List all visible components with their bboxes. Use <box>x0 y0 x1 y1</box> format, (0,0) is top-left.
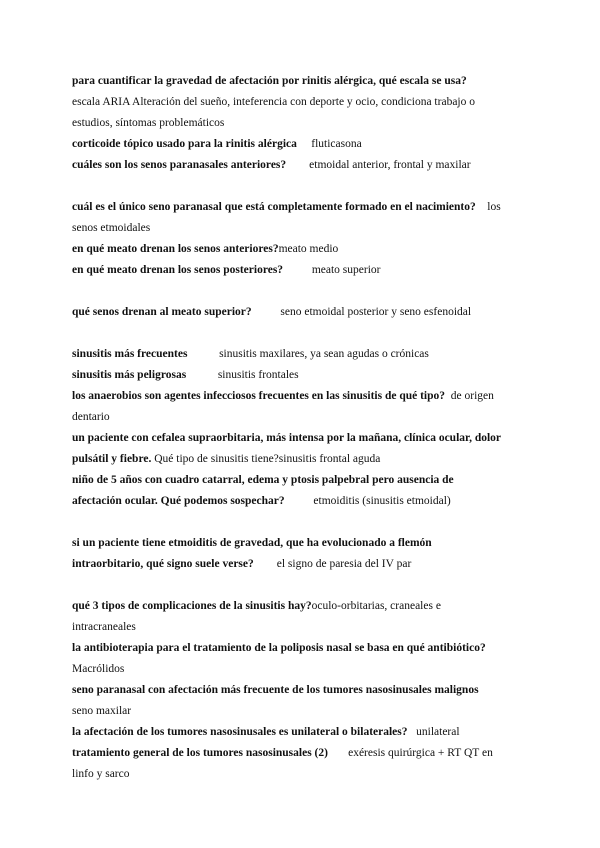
qa-question <box>72 71 532 92</box>
answer-text: estudios, síntomas problemáticos <box>72 117 225 129</box>
answer-text: senos etmoidales <box>72 222 151 234</box>
question-text: sinusitis más frecuentes <box>72 348 188 360</box>
question-text: niño de 5 años con cuadro catarral, edema y ptosis palpebral pero ausencia de <box>72 474 454 486</box>
qa-answer <box>72 764 532 785</box>
question-text: un paciente con cefalea supraorbitaria, más intensa por la mañana, clínica ocular, dolor <box>72 432 502 444</box>
qa-pair <box>72 386 532 407</box>
qa-answer <box>72 407 532 428</box>
spacer <box>72 281 532 302</box>
answer-text: unilateral <box>416 726 460 738</box>
answer-text: etmoidal anterior, frontal y maxilar <box>309 159 471 171</box>
qa-pair <box>72 239 532 260</box>
document-page <box>72 71 532 785</box>
question-text: cuáles son los senos paranasales anteriores? <box>72 159 287 171</box>
question-text: si un paciente tiene etmoiditis de gravedad, que ha evolucionado a flemón <box>72 537 432 549</box>
qa-pair <box>72 491 532 512</box>
question-text: qué 3 tipos de complicaciones de la sinusitis hay? <box>72 600 312 612</box>
question-text: en qué meato drenan los senos anteriores? <box>72 243 279 255</box>
question-text: la antibioterapia para el tratamiento de la poliposis nasal se basa en qué antibiótico? <box>72 642 486 654</box>
answer-text: sinusitis maxilares, ya sean agudas o crónicas <box>219 348 429 360</box>
qa-pair <box>72 197 532 218</box>
question-text: afectación ocular. Qué podemos sospechar? <box>72 495 285 507</box>
qa-pair <box>72 554 532 575</box>
question-text: corticoide tópico usado para la rinitis alérgica <box>72 138 297 150</box>
answer-text: de origen <box>450 390 494 402</box>
question-text: cuál es el único seno paranasal que está completamente formado en el nacimiento? <box>72 201 476 213</box>
question-text: seno paranasal con afectación más frecuente de los tumores nasosinusales malignos <box>72 684 479 696</box>
qa-question <box>72 680 532 701</box>
spacer <box>72 512 532 533</box>
answer-text: linfo y sarco <box>72 768 130 780</box>
question-text: los anaerobios son agentes infecciosos frecuentes en las sinusitis de qué tipo? <box>72 390 446 402</box>
qa-pair <box>72 134 532 155</box>
spacer <box>72 575 532 596</box>
question-text: tratamiento general de los tumores nasosinusales (2) <box>72 747 328 759</box>
question-text: en qué meato drenan los senos posteriores? <box>72 264 284 276</box>
answer-text: oculo-orbitarias, craneales e <box>311 600 441 612</box>
qa-answer <box>72 617 532 638</box>
answer-text: meato superior <box>311 264 381 276</box>
qa-answer <box>72 701 532 722</box>
answer-text: dentario <box>72 411 110 423</box>
qa-question <box>72 638 532 659</box>
qa-question <box>72 428 532 449</box>
answer-text: meato medio <box>278 243 339 255</box>
qa-pair <box>72 743 532 764</box>
question-text: intraorbitario, qué signo suele verse? <box>72 558 254 570</box>
answer-text: etmoiditis (sinusitis etmoidal) <box>313 495 451 507</box>
spacer <box>72 323 532 344</box>
question-text: pulsátil y fiebre. <box>72 453 152 465</box>
qa-answer <box>72 92 532 113</box>
question-text: la afectación de los tumores nasosinusales es unilateral o bilaterales? <box>72 726 408 738</box>
answer-text: seno etmoidal posterior y seno esfenoidal <box>280 306 472 318</box>
qa-answer <box>72 113 532 134</box>
qa-answer <box>72 659 532 680</box>
qa-pair <box>72 449 532 470</box>
answer-text: sinusitis frontales <box>217 369 299 381</box>
answer-text: Qué tipo de sinusitis tiene?sinusitis frontal aguda <box>154 453 381 465</box>
answer-text: intracraneales <box>72 621 136 633</box>
qa-pair <box>72 155 532 176</box>
answer-text: fluticasona <box>311 138 362 150</box>
answer-text: Macrólidos <box>72 663 125 675</box>
qa-question <box>72 533 532 554</box>
qa-pair <box>72 365 532 386</box>
qa-question <box>72 470 532 491</box>
qa-pair <box>72 722 532 743</box>
answer-text: escala ARIA Alteración del sueño, inteferencia con deporte y ocio, condiciona trabajo o <box>72 96 475 108</box>
qa-answer <box>72 218 532 239</box>
question-text: para cuantificar la gravedad de afectación por rinitis alérgica, qué escala se usa? <box>72 75 467 87</box>
qa-pair <box>72 260 532 281</box>
question-text: qué senos drenan al meato superior? <box>72 306 252 318</box>
spacer <box>72 176 532 197</box>
answer-text: seno maxilar <box>72 705 132 717</box>
answer-text: el signo de paresia del IV par <box>276 558 412 570</box>
answer-text: los <box>487 201 501 213</box>
answer-text: exéresis quirúrgica + RT QT en <box>348 747 493 759</box>
qa-pair <box>72 596 532 617</box>
qa-pair <box>72 344 532 365</box>
qa-pair <box>72 302 532 323</box>
question-text: sinusitis más peligrosas <box>72 369 187 381</box>
